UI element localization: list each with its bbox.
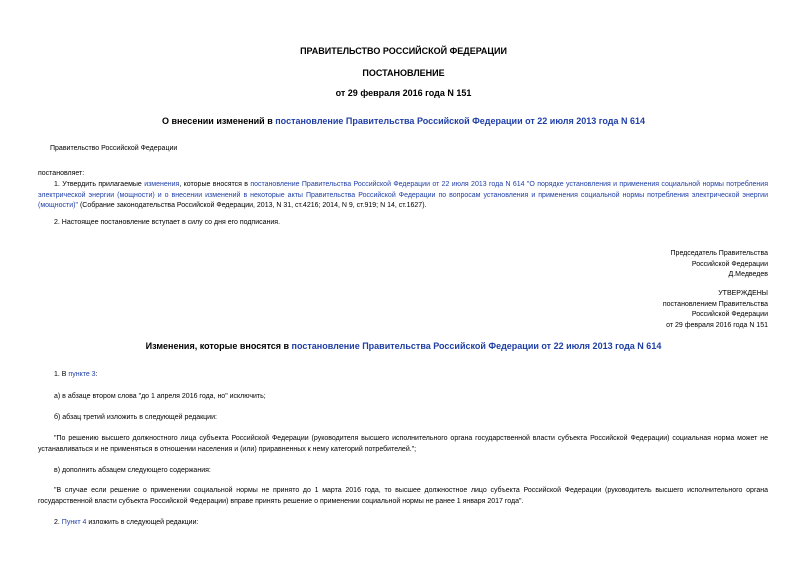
item-2-prefix: 2. — [54, 519, 62, 526]
item-1 — [54, 370, 98, 380]
item-1-prefix: 1. В — [54, 371, 69, 378]
signature-line-2: Российской Федерации — [691, 260, 768, 268]
signature-line-3: Д.Медведев — [728, 271, 768, 278]
approved-line-4: от 29 февраля 2016 года N 151 — [666, 321, 768, 329]
signature-line-1: Председатель Правительства — [670, 250, 768, 257]
approved-line-1: УТВЕРЖДЕНЫ — [718, 290, 768, 297]
approved-line-3: Российской Федерации — [691, 311, 768, 318]
doc-date-number: от 29 февраля 2016 года N 151 — [335, 88, 472, 98]
paragraph-1-prefix: 1. Утвердить прилагаемые — [54, 181, 145, 188]
item-1-a: а) в абзаце втором слова "до 1 апреля 2016 года, но" исключить; — [54, 393, 266, 400]
doc-title-link[interactable]: постановление Правительства Российской Федерации от 22 июля 2013 года N 614 — [275, 116, 646, 126]
quote-1: "По решению высшего должностного лица субъекта Российской Федерации (руководителя высшего исполнительного органа государственной власти субъекта Российской Федерации) социальная норма может не устанавливаться и не применяться в отношении населения и (или) приравненных к нему категорий потребителей."; — [38, 435, 768, 453]
issuer: Правительство Российской Федерации — [50, 145, 178, 152]
quote-2: "В случае если решение о применении социальной нормы не принято до 1 марта 2016 года, то высшее должностное лицо субъекта Российской Федерации (руководитель высшего исполнительного органа государственной власти субъекта Российской Федерации) вправе принять решение о применении социальной нормы не ранее 1 января 2017 года". — [38, 487, 768, 505]
signature-block — [671, 249, 768, 281]
approved-block — [663, 289, 768, 331]
item-2 — [54, 518, 198, 528]
doc-title — [0, 116, 807, 126]
paragraph-1-suffix: (Собрание законодательства Российской Федерации, 2013, N 31, ст.4216; 2014, N 9, ст.919; N 14, ст.1627). — [78, 202, 427, 209]
changes-title-prefix: Изменения, которые вносятся в — [145, 341, 292, 351]
clause-3-link[interactable]: пункте 3 — [68, 371, 96, 378]
resolution-614-link[interactable]: постановление Правительства Российской Федерации от 22 июля 2013 года N 614 "О порядке установления и применения социальной нормы потребления электрической энергии (мощности) и о внесении изменений в некоторые акты Правительства Российской Федерации по вопросам установления и применения социальной нормы потребления электрической энергии (мощности)" — [38, 181, 768, 209]
clause-4-link[interactable]: Пункт 4 — [61, 519, 87, 526]
item-1-suffix: : — [95, 371, 98, 378]
changes-link[interactable]: изменения — [144, 181, 180, 188]
approved-line-2: постановлением Правительства — [662, 300, 768, 308]
doc-title-prefix: О внесении изменений в — [161, 116, 276, 126]
decides: постановляет: — [38, 170, 85, 177]
doc-authority: ПРАВИТЕЛЬСТВО РОССИЙСКОЙ ФЕДЕРАЦИИ — [300, 46, 507, 56]
doc-type: ПОСТАНОВЛЕНИЕ — [362, 68, 445, 78]
paragraph-1-mid: , которые вносятся в — [179, 181, 251, 188]
item-1-v: в) дополнить абзацем следующего содержания: — [54, 467, 211, 474]
changes-title-link[interactable]: постановление Правительства Российской Федерации от 22 июля 2013 года N 614 — [291, 341, 662, 351]
changes-title — [0, 341, 807, 351]
paragraph-2: 2. Настоящее постановление вступает в силу со дня его подписания. — [54, 219, 281, 226]
item-2-suffix: изложить в следующей редакции: — [86, 519, 199, 526]
paragraph-1 — [38, 180, 768, 212]
item-1-b: б) абзац третий изложить в следующей редакции: — [54, 414, 217, 421]
